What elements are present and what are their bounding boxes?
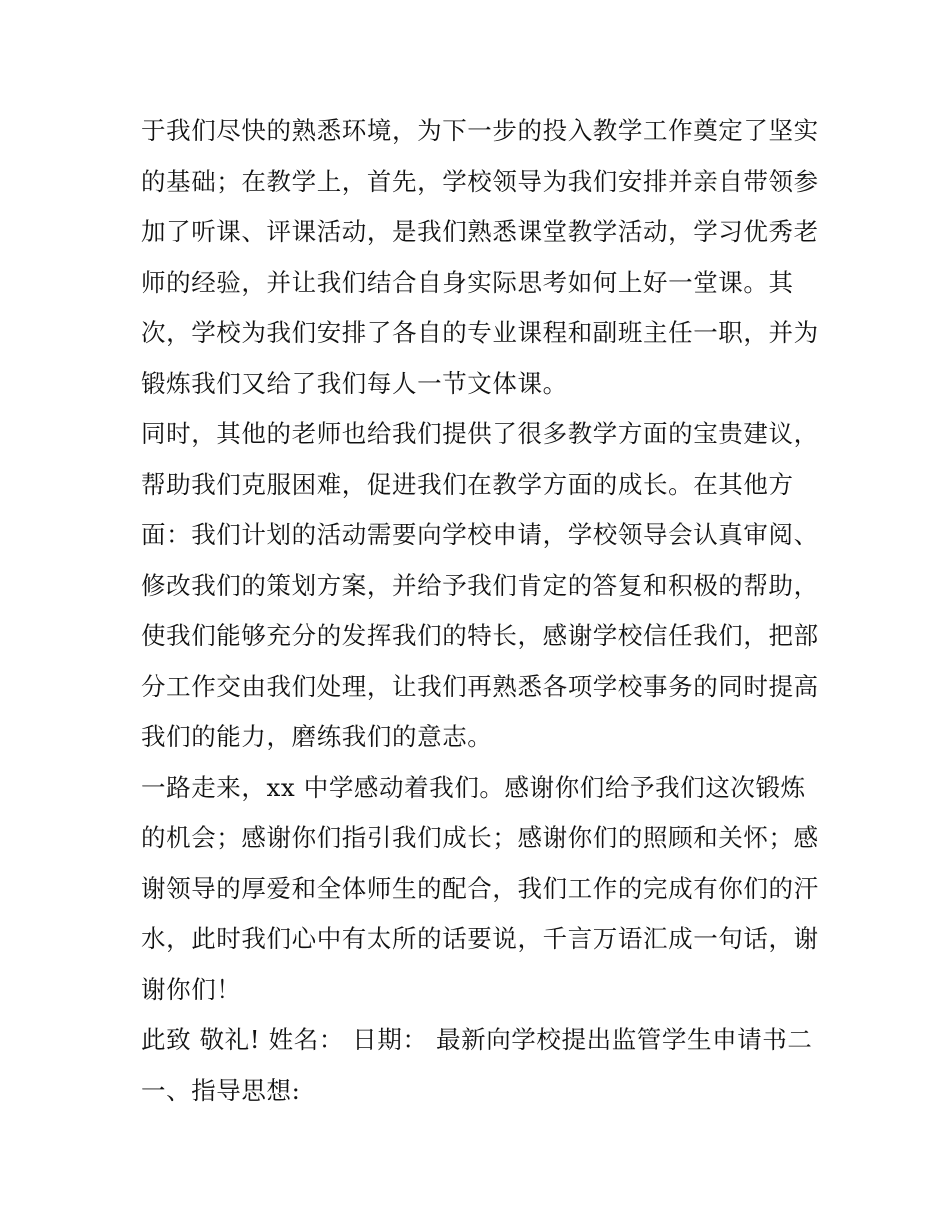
text-line: 同时，其他的老师也给我们提供了很多教学方面的宝贵建议， — [141, 419, 819, 448]
text-line: 我们的能力，磨练我们的意志。 — [141, 722, 493, 751]
text-line: 谢你们！ — [141, 974, 242, 1004]
text-line: 加了听课、评课活动，是我们熟悉课堂教学活动，学习优秀老 — [141, 217, 819, 246]
text-line: 的基础；在教学上，首先，学校领导为我们安排并亲自带领参 — [141, 166, 819, 196]
section-heading: 一、指导思想: — [141, 1075, 301, 1105]
text-line: 一路走来，xx 中学感动着我们。感谢你们给予我们这次锻炼 — [141, 772, 806, 802]
text-line: 使我们能够充分的发挥我们的特长，感谢学校信任我们，把部 — [141, 621, 819, 650]
text-line: 次，学校为我们安排了各自的专业课程和副班主任一职，并为 — [141, 318, 819, 347]
document-body — [141, 106, 821, 1116]
text-line: 锻炼我们又给了我们每人一节文体课。 — [141, 368, 568, 398]
text-line: 于我们尽快的熟悉环境，为下一步的投入教学工作奠定了坚实 — [141, 116, 819, 145]
text-line: 分工作交由我们处理，让我们再熟悉各项学校事务的同时提高 — [141, 671, 819, 701]
text-line: 修改我们的策划方案，并给予我们肯定的答复和积极的帮助， — [141, 570, 819, 600]
text-line: 帮助我们克服困难，促进我们在教学方面的成长。在其他方 — [141, 469, 794, 499]
closing-line: 此致 敬礼! 姓名： 日期： 最新向学校提出监管学生申请书二 — [141, 1025, 813, 1054]
text-line: 师的经验，并让我们结合自身实际思考如何上好一堂课。其 — [141, 267, 794, 297]
text-line: 的机会；感谢你们指引我们成长；感谢你们的照顾和关怀；感 — [141, 823, 819, 852]
text-line: 谢领导的厚爱和全体师生的配合，我们工作的完成有你们的汗 — [141, 873, 819, 903]
text-line: 面：我们计划的活动需要向学校申请，学校领导会认真审阅、 — [141, 520, 819, 549]
text-line: 水，此时我们心中有太所的话要说，千言万语汇成一句话，谢 — [141, 924, 819, 953]
